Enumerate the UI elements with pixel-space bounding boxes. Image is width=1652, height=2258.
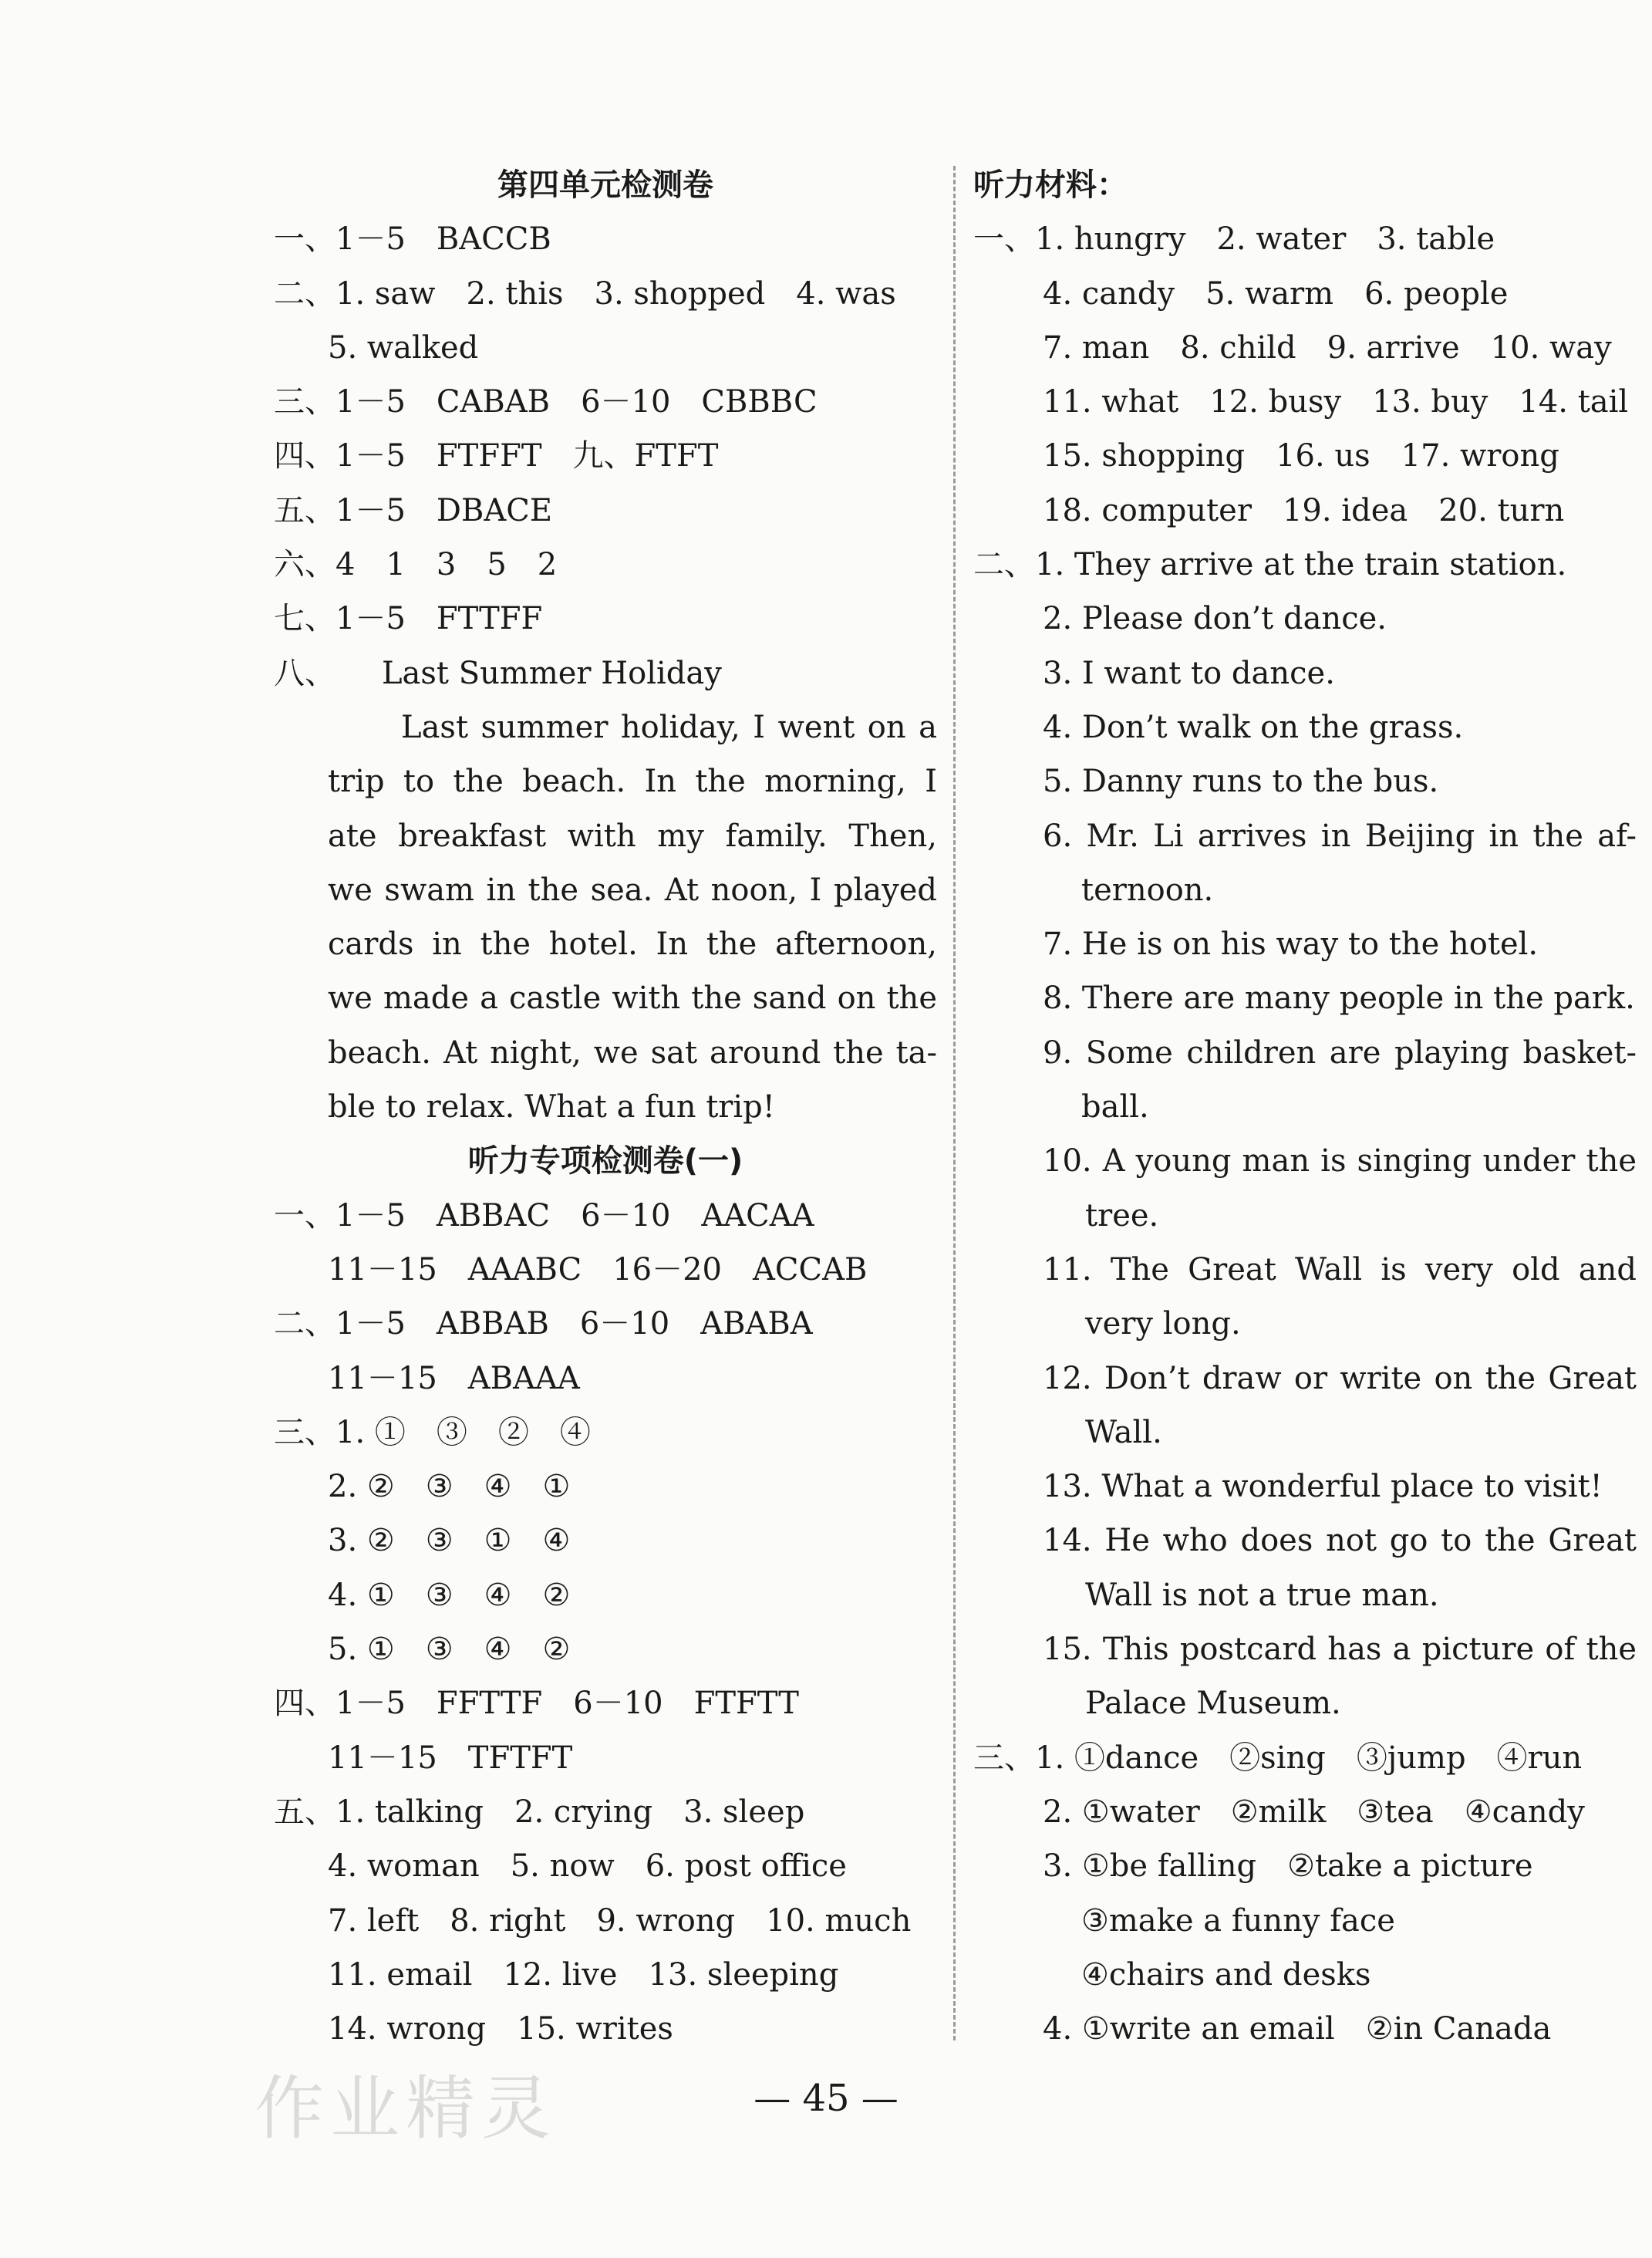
answer-line: 14. He who does not go to the Great <box>1043 1523 1637 1559</box>
answer-line: 4. ①write an email ②in Canada <box>1043 2011 1552 2047</box>
answer-line: cards in the hotel. In the afternoon, <box>328 926 937 963</box>
answer-line: 七、1－5 FTTFF <box>274 601 543 637</box>
answer-line: 6. Mr. Li arrives in Beijing in the af- <box>1043 818 1637 854</box>
answer-line: very long. <box>1085 1306 1241 1342</box>
answer-line: ate breakfast with my family. Then, <box>328 818 937 854</box>
answer-line: 5. ① ③ ④ ② <box>328 1632 571 1668</box>
answer-line: ball. <box>1081 1089 1149 1126</box>
answer-line: ble to relax. What a fun trip! <box>328 1089 775 1126</box>
left-column <box>274 158 937 2056</box>
answer-line: 一、1－5 ABBAC 6－10 AACAA <box>274 1197 814 1234</box>
answer-line: Last summer holiday, I went on a <box>401 709 937 745</box>
answer-line: 11－15 ABAAA <box>328 1360 580 1396</box>
answer-line: 7. He is on his way to the hotel. <box>1043 926 1539 963</box>
answer-line: 5. walked <box>328 329 479 366</box>
answer-line: 八、 Last Summer Holiday <box>274 655 722 691</box>
right-column <box>973 158 1637 2056</box>
answer-line: 2. ①water ②milk ③tea ④candy <box>1043 1794 1585 1830</box>
answer-line: 二、1. They arrive at the train station. <box>973 547 1567 583</box>
answer-line: 3. ①be falling ②take a picture <box>1043 1848 1533 1885</box>
answer-line: 4. woman 5. now 6. post office <box>328 1848 847 1885</box>
answer-line: 4. ① ③ ④ ② <box>328 1577 571 1613</box>
answer-line: Wall. <box>1085 1414 1162 1450</box>
answer-line: 10. A young man is singing under the <box>1043 1143 1637 1180</box>
answer-line: 2. Please don’t dance. <box>1043 601 1387 637</box>
answer-line: 三、1－5 CABAB 6－10 CBBBC <box>274 384 818 420</box>
answer-line: 9. Some children are playing basket- <box>1043 1034 1637 1071</box>
section-title: 第四单元检测卷 <box>497 167 713 203</box>
answer-line: 4. Don’t walk on the grass. <box>1043 709 1464 745</box>
section-title: 听力专项检测卷(一) <box>467 1143 743 1180</box>
answer-line: 三、1. ①dance ②sing ③jump ④run <box>973 1740 1583 1776</box>
answer-line: 四、1－5 FFTTF 6－10 FTFTT <box>274 1686 799 1722</box>
answer-line: 7. left 8. right 9. wrong 10. much <box>328 1902 912 1939</box>
answer-line: 11. The Great Wall is very old and <box>1043 1251 1637 1288</box>
answer-line: 二、1－5 ABBAB 6－10 ABABA <box>274 1306 813 1342</box>
answer-line: 三、1. ① ③ ② ④ <box>274 1414 591 1450</box>
answer-line: ternoon. <box>1081 872 1214 908</box>
watermark-text: 作业精灵 <box>255 2068 557 2149</box>
answer-line: 2. ② ③ ④ ① <box>328 1469 571 1505</box>
answer-line: tree. <box>1085 1197 1159 1234</box>
answer-line: 11. email 12. live 13. sleeping <box>328 1956 839 1993</box>
answer-line: Wall is not a true man. <box>1085 1577 1439 1613</box>
answer-line: 18. computer 19. idea 20. turn <box>1043 492 1565 528</box>
answer-line: 六、4 1 3 5 2 <box>274 547 558 583</box>
page-number: — 45 — <box>754 2077 898 2120</box>
answer-line: 一、1－5 BACCB <box>274 221 551 258</box>
answer-line: beach. At night, we sat around the ta- <box>328 1034 937 1071</box>
answer-line: ④chairs and desks <box>1081 1956 1371 1993</box>
answer-line: 8. There are many people in the park. <box>1043 980 1635 1017</box>
answer-line: 五、1. talking 2. crying 3. sleep <box>274 1794 805 1830</box>
answer-line: 11. what 12. busy 13. buy 14. tail <box>1043 384 1629 420</box>
answer-line: 11－15 TFTFT <box>328 1740 573 1776</box>
answer-line: 13. What a wonderful place to visit! <box>1043 1469 1603 1505</box>
answer-line: we swam in the sea. At noon, I played <box>328 872 937 908</box>
answer-line: we made a castle with the sand on the <box>328 980 937 1017</box>
answer-line: 14. wrong 15. writes <box>328 2011 673 2047</box>
answer-line: 五、1－5 DBACE <box>274 492 553 528</box>
answer-line: 一、1. hungry 2. water 3. table <box>973 221 1495 258</box>
answer-line: Palace Museum. <box>1085 1686 1341 1722</box>
answer-line: 15. shopping 16. us 17. wrong <box>1043 438 1559 474</box>
answer-line: 二、1. saw 2. this 3. shopped 4. was <box>274 275 896 312</box>
answer-line: trip to the beach. In the morning, I <box>328 764 937 800</box>
answer-line: 3. ② ③ ① ④ <box>328 1523 571 1559</box>
answer-line: ③make a funny face <box>1081 1902 1395 1939</box>
answer-line: 4. candy 5. warm 6. people <box>1043 275 1509 312</box>
answer-line: 12. Don’t draw or write on the Great <box>1043 1360 1637 1396</box>
answer-line: 5. Danny runs to the bus. <box>1043 764 1439 800</box>
answer-line: 3. I want to dance. <box>1043 655 1335 691</box>
answer-line: 四、1－5 FTFFT 九、FTFT <box>274 438 719 474</box>
answer-line: 15. This postcard has a picture of the <box>1043 1632 1637 1668</box>
column-divider <box>953 166 956 2040</box>
answer-line: 11－15 AAABC 16－20 ACCAB <box>328 1251 868 1288</box>
answer-line: 7. man 8. child 9. arrive 10. way <box>1043 329 1612 366</box>
section-heading: 听力材料： <box>973 167 1128 203</box>
